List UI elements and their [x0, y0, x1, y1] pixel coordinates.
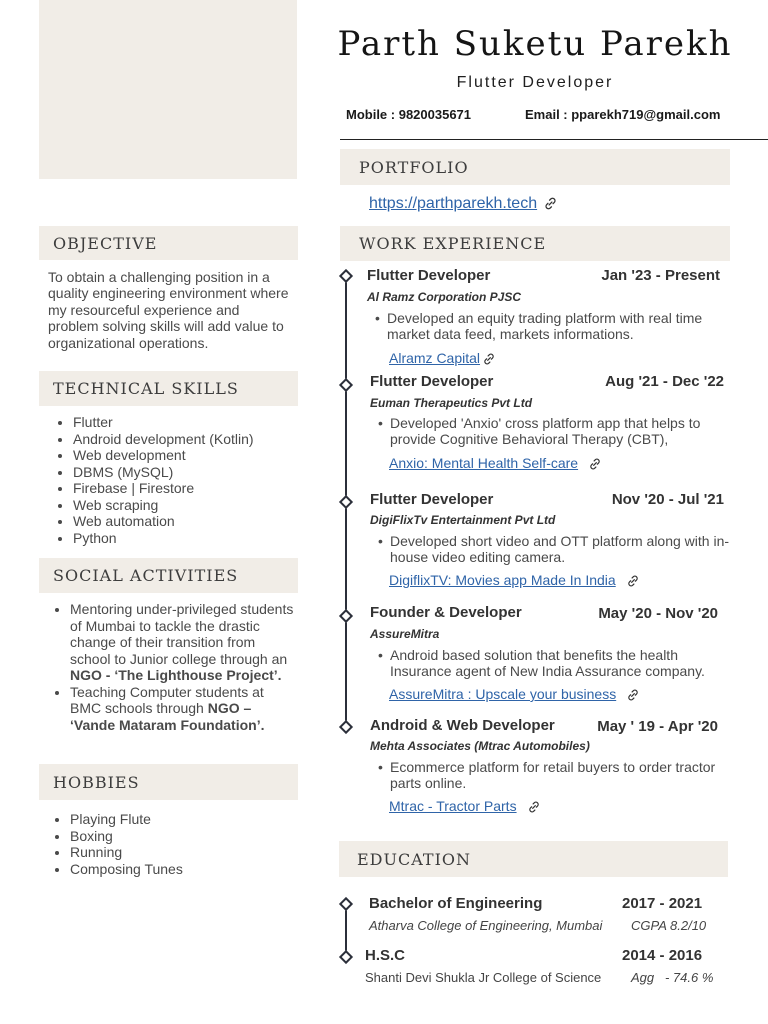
- skill-item: • Web scraping: [73, 497, 293, 514]
- job-company: Al Ramz Corporation PJSC: [367, 290, 522, 304]
- skill-item: • Firebase | Firestore: [73, 480, 293, 497]
- skill-item: • DBMS (MySQL): [73, 464, 293, 481]
- timeline-node: [339, 495, 353, 509]
- social-heading: SOCIAL ACTIVITIES: [39, 558, 298, 593]
- job-description: • Developed an equity trading platform with real time market data feed, markets informations.: [375, 310, 703, 342]
- degree-score: CGPA 8.2/10: [631, 918, 707, 933]
- degree-school: Shanti Devi Shukla Jr College of Science: [365, 970, 602, 985]
- hobby-item: • Running: [70, 844, 290, 861]
- social-item: [70, 684, 295, 734]
- job-dates: Jan '23 - Present: [601, 267, 720, 284]
- skill-item: • Python: [73, 530, 293, 547]
- timeline-node: [339, 897, 353, 911]
- timeline-node: [339, 269, 353, 283]
- job-description-text: Ecommerce platform for retail buyers to order tractor parts online.: [390, 759, 716, 791]
- skills-heading: TECHNICAL SKILLS: [39, 371, 298, 406]
- candidate-name: Parth Suketu Parekh: [337, 24, 733, 64]
- job-description-text: Developed 'Anxio' cross platform app that helps to provide Cognitive Behavioral Therapy (CBT),: [390, 415, 701, 447]
- work-heading: WORK EXPERIENCE: [340, 226, 730, 261]
- degree-title: H.S.C: [365, 947, 406, 964]
- social-item: [70, 601, 295, 684]
- job-link-text[interactable]: AssureMitra : Upscale your business: [389, 686, 617, 702]
- job-description-text: Android based solution that benefits the health Insurance agent of New India Assurance company.: [390, 647, 705, 679]
- link-icon: [588, 457, 602, 471]
- job-company: Mehta Associates (Mtrac Automobiles): [370, 739, 590, 753]
- email-address[interactable]: Email : pparekh719@gmail.com: [525, 107, 721, 122]
- link-icon: [626, 688, 640, 702]
- profile-photo-placeholder: [39, 0, 297, 179]
- job-description: • Android based solution that benefits the health Insurance agent of New India Assurance company.: [378, 647, 705, 679]
- hobby-item: • Composing Tunes: [70, 861, 290, 878]
- header-divider: [340, 139, 768, 140]
- portfolio-url[interactable]: https://parthparekh.tech: [369, 195, 538, 212]
- hobbies-heading: HOBBIES: [39, 764, 298, 800]
- job-description: • Developed 'Anxio' cross platform app that helps to provide Cognitive Behavioral Therapy (CBT),: [378, 415, 701, 447]
- job-company: DigiFlixTv Entertainment Pvt Ltd: [370, 513, 556, 527]
- degree-school: Atharva College of Engineering, Mumbai: [369, 918, 603, 933]
- timeline-node: [339, 378, 353, 392]
- social-list: [70, 601, 295, 733]
- degree-years: 2017 - 2021: [622, 895, 703, 912]
- objective-heading: OBJECTIVE: [39, 226, 298, 260]
- link-icon: [482, 352, 496, 366]
- degree-title: Bachelor of Engineering: [369, 895, 543, 912]
- job-link[interactable]: [389, 798, 541, 814]
- job-dates: Nov '20 - Jul '21: [611, 491, 724, 508]
- objective-text: To obtain a challenging position in a quality engineering environment where my resourceful experience and problem solving skills will add value to organizational operations.: [48, 269, 289, 351]
- job-title: Flutter Developer: [370, 491, 494, 508]
- skill-item: • Web development: [73, 447, 293, 464]
- job-dates: Aug '21 - Dec '22: [605, 373, 724, 390]
- mobile-number: Mobile : 9820035671: [346, 107, 472, 122]
- skill-item: • Web automation: [73, 513, 293, 530]
- job-description-text: Developed short video and OTT platform along with in-house video editing camera.: [390, 533, 730, 565]
- skills-list: [73, 414, 293, 546]
- social-item-text: Teaching Computer students at BMC schools through: [70, 683, 264, 716]
- link-icon: [543, 196, 558, 211]
- skill-item: • Android development (Kotlin): [73, 431, 293, 448]
- job-description: • Ecommerce platform for retail buyers to order tractor parts online.: [378, 759, 716, 791]
- job-link-text[interactable]: DigiflixTV: Movies app Made In India: [389, 572, 616, 588]
- degree-years: 2014 - 2016: [622, 947, 703, 964]
- job-link[interactable]: [389, 350, 496, 366]
- job-title: Flutter Developer: [370, 373, 494, 390]
- timeline-node: [339, 720, 353, 734]
- hobbies-list: [70, 811, 290, 877]
- social-item-ngo: NGO – ‘Vande Mataram Foundation’.: [70, 700, 265, 733]
- education-heading: EDUCATION: [339, 841, 728, 877]
- job-link[interactable]: [389, 686, 640, 702]
- job-company: AssureMitra: [370, 627, 440, 641]
- social-item-ngo: NGO - ‘The Lighthouse Project’.: [70, 667, 282, 683]
- job-link-text[interactable]: Mtrac - Tractor Parts: [389, 798, 517, 814]
- job-dates: May ' 19 - Apr '20: [597, 718, 718, 735]
- job-link[interactable]: [389, 572, 640, 588]
- portfolio-heading: PORTFOLIO: [340, 149, 730, 185]
- link-icon: [527, 800, 541, 814]
- candidate-role: Flutter Developer: [456, 74, 614, 91]
- job-description: • Developed short video and OTT platform along with in-house video editing camera.: [378, 533, 730, 565]
- job-company: Euman Therapeutics Pvt Ltd: [370, 396, 533, 410]
- job-title: Founder & Developer: [370, 604, 522, 621]
- skill-item: • Flutter: [73, 414, 293, 431]
- job-link-text[interactable]: Anxio: Mental Health Self-care: [389, 455, 579, 471]
- job-title: Flutter Developer: [367, 267, 491, 284]
- portfolio-link[interactable]: [369, 195, 558, 213]
- degree-score: Agg - 74.6 %: [631, 970, 714, 985]
- job-dates: May '20 - Nov '20: [598, 605, 718, 622]
- job-link-text[interactable]: Alramz Capital: [389, 350, 481, 366]
- timeline-node: [339, 950, 353, 964]
- timeline-node: [339, 609, 353, 623]
- hobby-item: • Playing Flute: [70, 811, 290, 828]
- job-title: Android & Web Developer: [370, 717, 555, 734]
- hobby-item: • Boxing: [70, 828, 290, 845]
- job-link[interactable]: [389, 455, 602, 471]
- job-description-text: Developed an equity trading platform with real time market data feed, markets informations.: [387, 310, 703, 342]
- link-icon: [626, 574, 640, 588]
- social-item-text: Mentoring under-privileged students of Mumbai to tackle the drastic change of their transition from school to Junior college through an: [70, 601, 294, 667]
